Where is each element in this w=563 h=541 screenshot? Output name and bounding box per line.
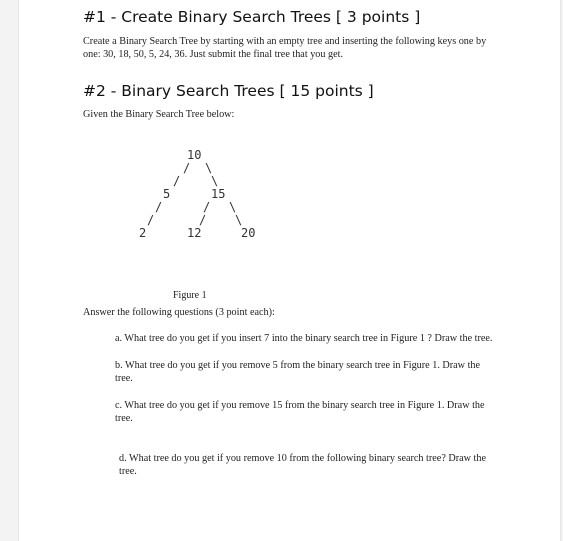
q1-text: Create a Binary Search Tree by starting with an empty tree and inserting the following keys one by one: 30, 18, 50, 5, 24, 36. Just submit the final tree that you get. [83,36,487,60]
q2-heading: #2 - Binary Search Trees [ 15 points ] [83,82,374,100]
tree-edge: / [183,161,191,175]
question-c: c. What tree do you get if you remove 15 from the binary search tree in Figure 1. Draw the tree. [115,400,485,424]
question-a: a. What tree do you get if you insert 7 into the binary search tree in Figure 1 ? Draw the tree. [115,333,493,344]
question-b: b. What tree do you get if you remove 5 from the binary search tree in Figure 1. Draw the tree. [115,360,481,384]
tree-node-root: 10 [187,148,202,162]
tree-edge: / [203,200,211,214]
q2-intro: Given the Binary Search Tree below: [83,109,235,120]
tree-node-left-left: 2 [139,226,147,240]
tree-edge: / [173,174,181,188]
q2-instructions: Answer the following questions (3 point each): [83,307,275,318]
tree-node-right-right: 20 [241,226,256,240]
document-page [18,0,561,541]
tree-edge: / [155,200,163,214]
figure-caption: Figure 1 [173,290,207,301]
tree-edge: \ [205,161,213,175]
tree-node-right-left: 12 [187,226,202,240]
question-d: d. What tree do you get if you remove 10 from the following binary search tree? Draw the tree. [119,453,487,477]
tree-edge: \ [211,174,219,188]
tree-edge: \ [229,200,237,214]
tree-edge: \ [235,213,243,227]
tree-node-left: 5 [163,187,171,201]
q1-heading: #1 - Create Binary Search Trees [ 3 points ] [83,8,421,26]
tree-edge: / [147,213,155,227]
tree-node-right: 15 [211,187,226,201]
tree-edge: / [199,213,207,227]
